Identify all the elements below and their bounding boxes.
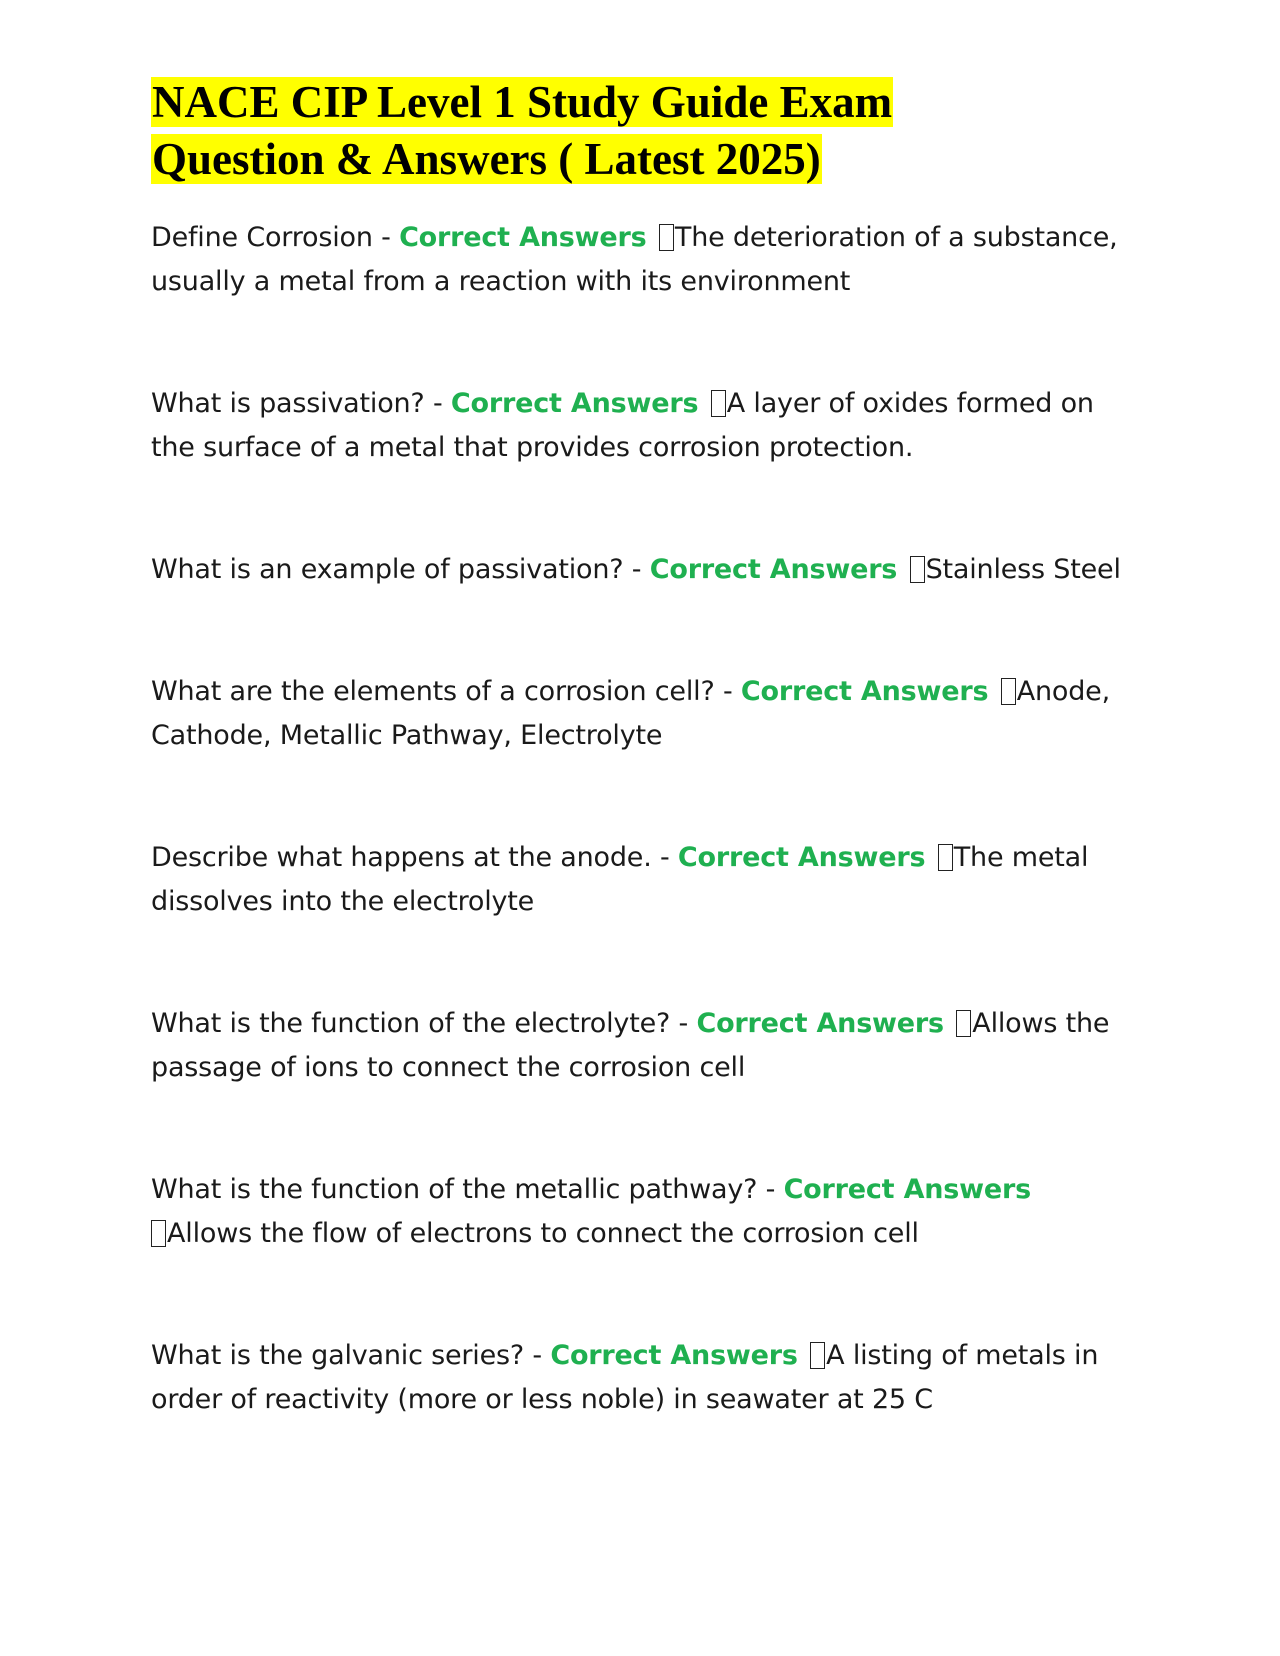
separator: - [670,1008,697,1039]
answer-text: Allows the flow of electrons to connect the corrosion cell [167,1218,919,1249]
missing-glyph-icon [938,844,953,871]
answer-label: Correct Answers [677,842,926,873]
answer-text: The deterioration of a substance, usually a metal from a reaction with its environment [151,222,1118,297]
document-content [151,74,1141,1500]
qa-item [151,382,1141,470]
question-text: What is the function of the metallic pathway? [151,1174,758,1205]
question-text: What is the galvanic series? [151,1340,525,1371]
separator: - [372,222,400,253]
missing-glyph-icon [810,1342,825,1369]
question-text: What is the function of the electrolyte? [151,1008,671,1039]
qa-item [151,548,1141,592]
missing-glyph-icon [1001,678,1016,705]
answer-text: A layer of oxides formed on the surface of a metal that provides corrosion protection. [151,388,1094,463]
question-text: Describe what happens at the anode. [151,842,652,873]
separator: - [757,1174,784,1205]
separator: - [651,842,678,873]
answer-label: Correct Answers [399,222,647,253]
question-text: Define Corrosion [151,222,373,253]
qa-item [151,836,1141,924]
title-line-2: Question & Answers ( Latest 2025) [152,134,821,184]
qa-item [151,1334,1141,1422]
answer-text: Stainless Steel [925,554,1121,585]
answer-label: Correct Answers [783,1174,1032,1205]
answer-text: The metal dissolves into the electrolyte [151,842,1089,917]
answer-label: Correct Answers [550,1340,798,1371]
separator: - [623,554,650,585]
separator: - [524,1340,551,1371]
qa-item [151,1168,1141,1256]
missing-glyph-icon [711,390,726,417]
separator: - [424,388,451,419]
missing-glyph-icon [956,1010,971,1037]
missing-glyph-icon [910,556,925,583]
missing-glyph-icon [659,224,674,251]
answer-label: Correct Answers [696,1008,944,1039]
question-text: What is passivation? [151,388,425,419]
answer-text: Anode, Cathode, Metallic Pathway, Electrolyte [151,676,1110,751]
document-title [151,74,1141,188]
qa-item [151,1002,1141,1090]
missing-glyph-icon [151,1220,166,1247]
title-line-1: NACE CIP Level 1 Study Guide Exam [152,77,893,127]
qa-list [151,216,1141,1422]
separator: - [714,676,741,707]
answer-label: Correct Answers [649,554,898,585]
answer-label: Correct Answers [740,676,989,707]
qa-item [151,670,1141,758]
answer-text: Allows the passage of ions to connect the corrosion cell [151,1008,1110,1083]
qa-item [151,216,1141,304]
question-text: What are the elements of a corrosion cell? [151,676,715,707]
answer-text: A listing of metals in order of reactivity (more or less noble) in seawater at 25 C [151,1340,1099,1415]
answer-label: Correct Answers [450,388,699,419]
question-text: What is an example of passivation? [151,554,624,585]
